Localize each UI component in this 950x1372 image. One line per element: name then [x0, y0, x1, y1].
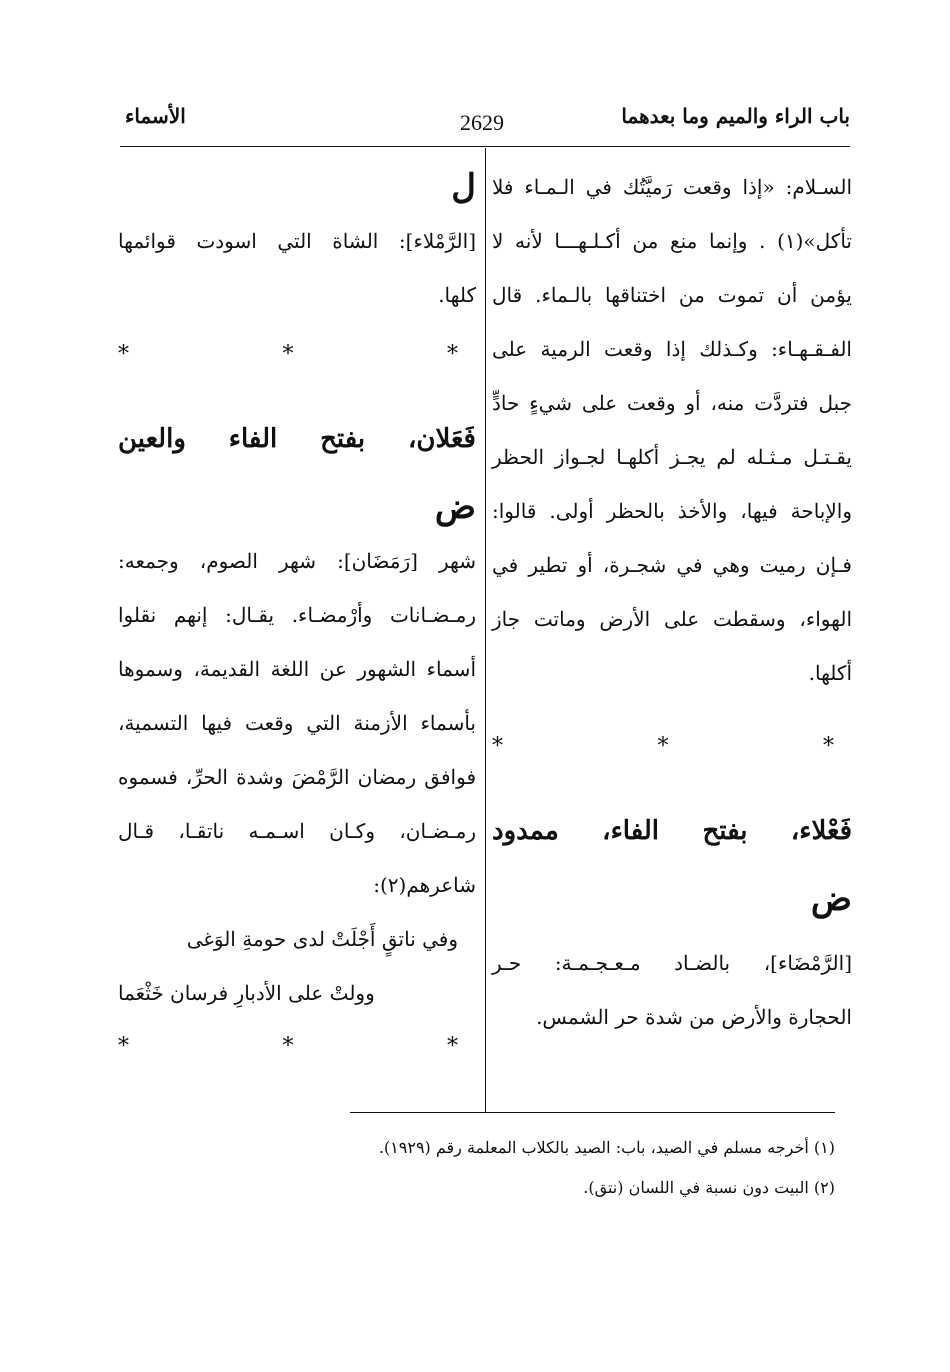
entry-line: [الرَّمْلاء]: الشاة التي اسودت قوائمها: [118, 229, 476, 253]
section-letter: ض: [434, 487, 476, 527]
body-line: الهواء، وسقطت على الأرض وماتت جاز: [492, 607, 852, 631]
footnote: (٢) البيت دون نسبة في اللسان (نتق).: [583, 1178, 835, 1197]
entry-line: شهر [رَمَضَان]: شهر الصوم، وجمعه:: [118, 549, 476, 573]
column-divider: [485, 148, 486, 1113]
section-separator: * * *: [118, 342, 476, 367]
section-heading: فَعْلاء، بفتح الفاء، ممدود: [492, 816, 852, 846]
entry-line: رمـضـان، وكـان اسـمـه ناتقـا، قـال: [118, 819, 476, 843]
body-line: والإباحة فيها، والأخذ بالحظر أولى. قالوا:: [492, 499, 852, 523]
body-line: يؤمن أن تموت من اختناقها بالـماء. قال: [492, 283, 852, 307]
section-separator: * * *: [118, 1034, 476, 1059]
verse-line: وولتْ على الأدبارِ فرسان خَثْعَما: [118, 981, 375, 1005]
body-line: تأكل»(١) . وإنما منع من أكـلـهـــا لأنه لا: [492, 229, 852, 253]
section-separator: * * *: [492, 734, 852, 759]
body-line: يقـتـل مـثـله لم يجـز أكلهـا لجـواز الحظر: [492, 445, 852, 469]
body-line: جبل فتردَّت منه، أو وقعت على شيءٍ حادٍّ: [492, 391, 852, 415]
running-header-right: باب الراء والميم وما بعدهما: [621, 104, 850, 128]
entry-line: رمـضـانات وأرْمضـاء. يقـال: إنهم نقلوا: [118, 603, 476, 627]
entry-line: بأسماء الأزمنة التي وقعت فيها التسمية،: [118, 711, 476, 735]
running-header-left: الأسماء: [125, 104, 186, 128]
right-column: [492, 160, 852, 1044]
entry-line: شاعرهم(٢):: [373, 873, 476, 897]
page-number: 2629: [460, 110, 504, 135]
section-letter: ض: [810, 879, 852, 919]
body-line: الفـقـهـاء: وكـذلك إذا وقعت الرمية على: [492, 337, 852, 361]
body-line: أكلها.: [808, 661, 852, 685]
footnote-rule: [350, 1112, 835, 1113]
header-rule: [120, 146, 850, 147]
body-line: فـإن رميت وهي في شجـرة، أو تطير في: [492, 553, 852, 577]
footnote: (١) أخرجه مسلم في الصيد، باب: الصيد بالكلاب المعلمة رقم (١٩٢٩).: [378, 1138, 835, 1157]
body-line: السـلام: «إذا وقعت رَميَّتُك في الـمـاء فلا: [492, 175, 852, 199]
entry-line: فوافق رمضان الرَّمْضَ وشدة الحرِّ، فسموه: [118, 765, 476, 789]
entry-line: كلها.: [438, 283, 476, 307]
section-letter: ل: [451, 167, 476, 207]
entry-line: أسماء الشهور عن اللغة القديمة، وسموها: [118, 657, 476, 681]
entry-line: الحجارة والأرض من شدة حر الشمس.: [536, 1005, 852, 1029]
verse-line: وفي ناتقٍ أَجْلَتْ لدى حومةِ الوَغى: [186, 927, 458, 951]
left-column: [118, 160, 476, 1074]
section-heading: فَعَلان، بفتح الفاء والعين: [118, 424, 476, 454]
entry-line: [الرَّمْضَاء]، بالضـاد مـعـجـمـة: حـر: [492, 951, 852, 975]
